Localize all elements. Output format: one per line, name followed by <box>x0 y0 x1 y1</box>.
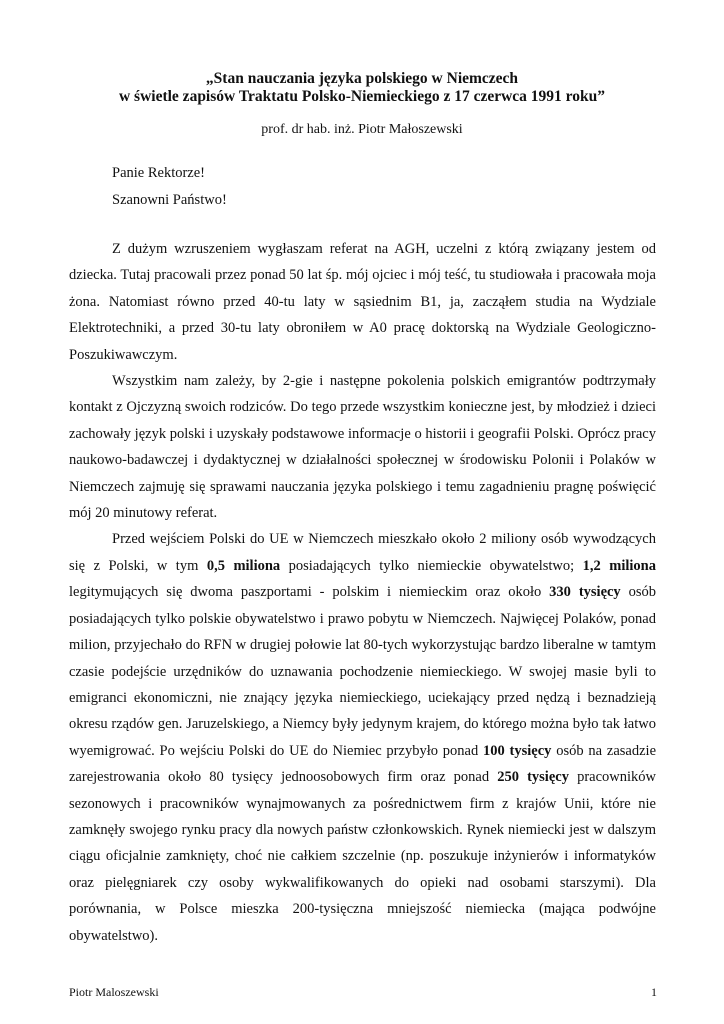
footer-author: Piotr Maloszewski <box>69 985 159 999</box>
text-span: osób posiadających tylko polskie obywatelstwo i prawo pobytu w Niemczech. Najwięcej Polaków, ponad milion, przyjechało do RFN w drugiej połowie lat 80-tych wykorzystując bardzo liberalne w tamtym czasie podejście urzędników do uznawania pochodzenie niemieckiego. W swojej masie byli to emigranci ekonomiczni, nie znający języka niemieckiego, uciekający przed nędzą i beznadzieją okresu rządów gen. Jaruzelskiego, a Niemcy były jedynym krajem, do którego można było tak łatwo wyemigrować. Po wejściu Polski do UE do Niemiec przybyło ponad <box>69 584 656 759</box>
document-title <box>60 70 664 106</box>
bold-figure: 250 tysięcy <box>497 769 569 786</box>
bold-figure: 330 tysięcy <box>549 584 621 601</box>
text-span: Przed wejściem Polski do UE w Niemczech mieszkało około 2 miliony osób wywodzących się z Polski, w tym <box>69 531 656 574</box>
text-span: pracowników sezonowych i pracowników wynajmowanych za pośrednictwem firm z krajów Unii, które nie zamknęły swojego rynku pracy dla nowych państw członkowskich. Rynek niemiecki jest w dalszym ciągu oficjalnie zamknięty, choć nie całkiem szczelnie (np. poszukuje inżynierów i informatyków oraz pielęgniarek czy osoby wykwalifikowanych do opieki nad osobami starszymi). Dla porównania, w Polsce mieszka 200-tysięczna mniejszość niemiecka (mająca podwójne obywatelstwo). <box>69 769 657 944</box>
bold-figure: 100 tysięcy <box>483 742 552 759</box>
author-line: prof. dr hab. inż. Piotr Małoszewski <box>261 122 463 137</box>
paragraph-3 <box>69 526 656 949</box>
bold-figure: 0,5 miliona <box>206 557 281 574</box>
title-line-2: w świetle zapisów Traktatu Polsko-Niemieckiego z 17 czerwca 1991 roku” <box>118 88 606 105</box>
paragraph-2: Wszystkim nam zależy, by 2-gie i następne pokolenia polskich emigrantów podtrzymały kontakt z Ojczyzną swoich rodziców. Do tego przede wszystkim konieczne jest, by młodzież i dzieci zachowały język polski i uzyskały podstawowe informacje o historii i geografii Polski. Oprócz pracy naukowo-badawczej i dydaktycznej w działalności społecznej w środowisku Polonii i Polaków w Niemczech zajmuję się sprawami nauczania języka polskiego i temu zagadnieniu pragnę poświęcić mój 20 minutowy referat. <box>69 373 656 522</box>
page-number: 1 <box>651 985 657 999</box>
salutation-line-2: Szanowni Państwo! <box>112 192 227 208</box>
document-body <box>69 236 656 949</box>
text-span: osób na zasadzie zarejestrowania około 80 tysięcy jednoosobowych firm oraz ponad <box>69 742 657 786</box>
title-line-1: „Stan nauczania języka polskiego w Niemczech <box>205 70 519 87</box>
text-span: posiadających tylko niemieckie obywatelstwo; <box>280 557 583 574</box>
bold-figure: 1,2 miliona <box>582 557 656 574</box>
salutation-line-1: Panie Rektorze! <box>112 165 206 181</box>
text-span: legitymujących się dwoma paszportami - polskim i niemieckim oraz około <box>69 584 550 601</box>
paragraph-1: Z dużym wzruszeniem wygłaszam referat na AGH, uczelni z którą związany jestem od dziecka. Tutaj pracowali przez ponad 50 lat śp. mój ojciec i mój teść, tu studiowała i pracowała moja żona. Natomiast równo przed 40-tu laty w sąsiednim B1, ja, zacząłem studia na Wydziale Elektrotechniki, a przed 30-tu laty obroniłem w A0 pracę doktorską na Wydziale Geologiczno-Poszukiwawczym. <box>69 241 656 363</box>
